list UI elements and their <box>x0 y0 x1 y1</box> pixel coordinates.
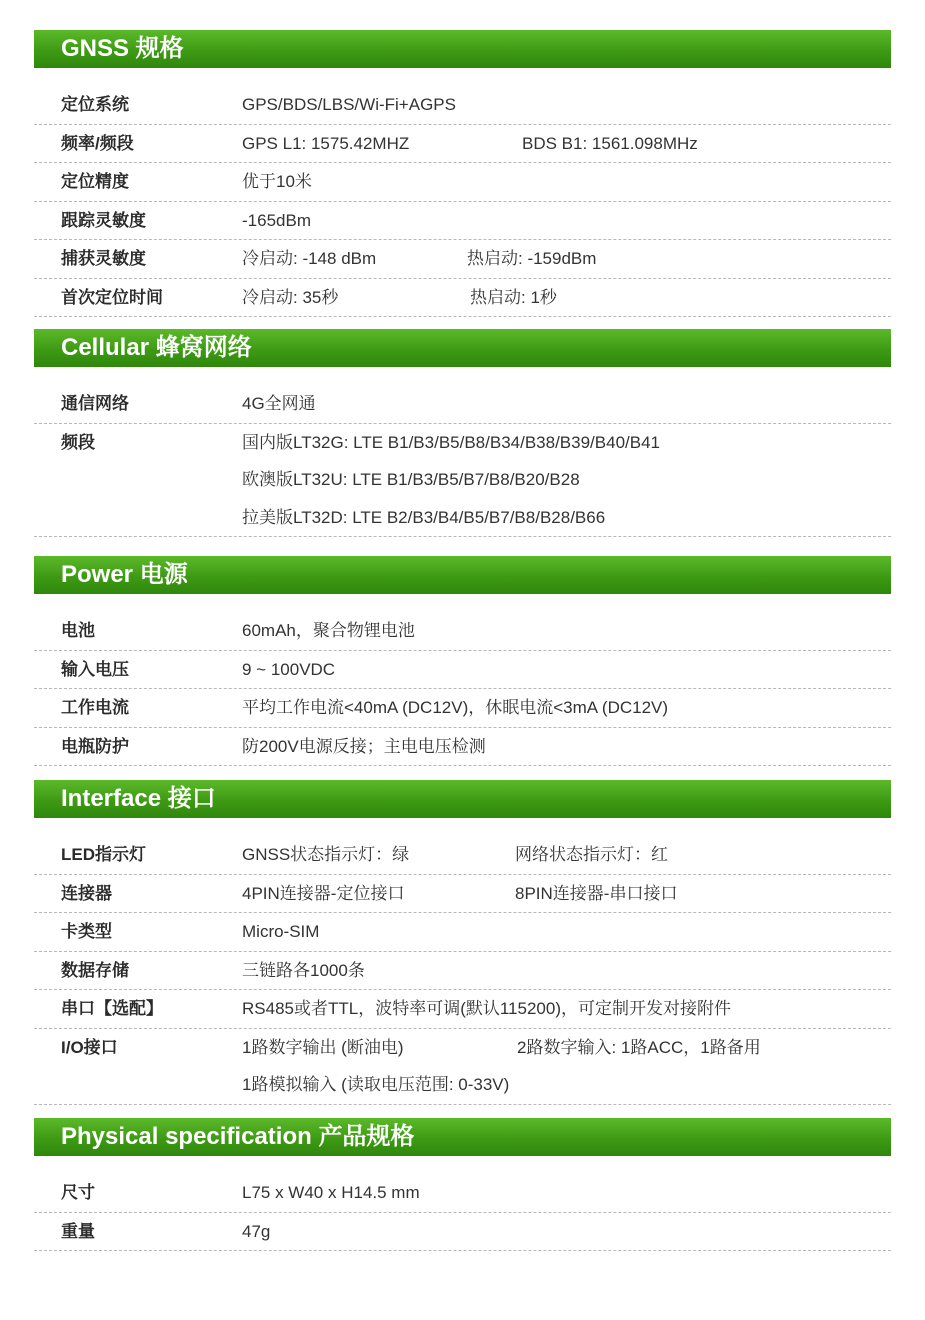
spec-row <box>34 990 891 1029</box>
spec-row <box>34 385 891 424</box>
spec-label: 频段 <box>61 432 95 452</box>
spec-section <box>34 1118 891 1251</box>
spec-rows <box>34 86 891 317</box>
spec-values <box>242 875 891 913</box>
spec-label: 电池 <box>61 621 95 640</box>
spec-label: 重量 <box>61 1221 95 1241</box>
spec-value: -165dBm <box>242 210 311 230</box>
spec-value: 1路数字输出 (断油电) <box>242 1037 404 1057</box>
spec-value-line <box>242 952 891 990</box>
spec-label: 尺寸 <box>61 1183 95 1202</box>
section-title: GNSS 规格 <box>34 30 891 68</box>
spec-value-line <box>242 202 891 240</box>
spec-value-line <box>242 125 891 163</box>
spec-values <box>242 836 891 874</box>
spec-values <box>242 279 891 317</box>
spec-section <box>34 556 891 766</box>
spec-value: L75 x W40 x H14.5 mm <box>242 1183 420 1202</box>
spec-values <box>242 1174 891 1212</box>
spec-label: 卡类型 <box>61 922 112 941</box>
spec-row <box>34 913 891 952</box>
spec-rows <box>34 836 891 1105</box>
spec-label: 定位精度 <box>61 172 129 191</box>
section-title: Cellular 蜂窝网络 <box>34 329 891 367</box>
spec-value-secondary: 8PIN连接器-串口接口 <box>515 883 678 903</box>
spec-label: 工作电流 <box>61 698 129 717</box>
spec-value: 欧澳版LT32U: LTE B1/B3/B5/B7/B8/B20/B28 <box>242 470 580 489</box>
spec-values <box>242 1213 891 1251</box>
spec-value: GPS/BDS/LBS/Wi-Fi+AGPS <box>242 95 456 114</box>
spec-row <box>34 86 891 125</box>
spec-value-line <box>242 424 891 462</box>
spec-values <box>242 913 891 951</box>
spec-values <box>242 1029 891 1104</box>
spec-row <box>34 163 891 202</box>
spec-label: LED指示灯 <box>61 845 146 864</box>
spec-value-line <box>242 990 891 1028</box>
spec-value: 冷启动: 35秒 <box>242 287 339 307</box>
spec-rows <box>34 385 891 537</box>
spec-value: 防200V电源反接；主电电压检测 <box>242 736 486 756</box>
spec-value: 4PIN连接器-定位接口 <box>242 883 405 903</box>
spec-values <box>242 385 891 423</box>
spec-label: 首次定位时间 <box>61 287 163 307</box>
spec-row <box>34 424 891 538</box>
section-title: Interface 接口 <box>34 780 891 818</box>
spec-label: 连接器 <box>61 883 112 903</box>
spec-row <box>34 202 891 241</box>
spec-row <box>34 952 891 991</box>
spec-value-line <box>242 279 891 317</box>
spec-value: 1路模拟输入 (读取电压范围: 0-33V) <box>242 1075 510 1094</box>
spec-value: 拉美版LT32D: LTE B2/B3/B4/B5/B7/B8/B28/B66 <box>242 507 606 527</box>
spec-row <box>34 1174 891 1213</box>
spec-label: 串口【选配】 <box>61 999 163 1018</box>
spec-value-line <box>242 728 891 766</box>
spec-value-secondary: BDS B1: 1561.098MHz <box>522 133 698 153</box>
spec-row <box>34 651 891 690</box>
spec-value: GPS L1: 1575.42MHZ <box>242 133 410 153</box>
spec-value-line <box>242 385 891 423</box>
spec-value-line <box>242 651 891 689</box>
spec-section <box>34 780 891 1105</box>
spec-row <box>34 125 891 164</box>
spec-value-secondary: 2路数字输入: 1路ACC，1路备用 <box>517 1037 761 1057</box>
spec-values <box>242 86 891 124</box>
spec-value: 平均工作电流<40mA (DC12V)，休眠电流<3mA (DC12V) <box>242 698 669 717</box>
spec-value-line <box>242 86 891 124</box>
spec-label: 跟踪灵敏度 <box>61 210 146 230</box>
spec-row <box>34 689 891 728</box>
spec-rows <box>34 1174 891 1251</box>
spec-value-line <box>242 913 891 951</box>
spec-value-line <box>242 612 891 650</box>
spec-values <box>242 202 891 240</box>
spec-label: 频率/频段 <box>61 133 134 153</box>
spec-value: 4G全网通 <box>242 394 316 413</box>
spec-value-line <box>242 836 891 874</box>
spec-value: 三链路各1000条 <box>242 960 365 980</box>
spec-row <box>34 279 891 318</box>
spec-value-line <box>242 875 891 913</box>
spec-values <box>242 651 891 689</box>
spec-values <box>242 689 891 727</box>
spec-values <box>242 125 891 163</box>
spec-value-line <box>242 240 891 278</box>
spec-value-secondary: 热启动: -159dBm <box>467 249 597 268</box>
spec-value: Micro-SIM <box>242 922 320 941</box>
spec-section <box>34 30 891 317</box>
spec-rows <box>34 612 891 766</box>
spec-row <box>34 240 891 279</box>
spec-value-line <box>242 1174 891 1212</box>
spec-values <box>242 612 891 650</box>
spec-row <box>34 1213 891 1252</box>
spec-values <box>242 990 891 1028</box>
spec-value-line <box>242 499 891 537</box>
spec-row <box>34 875 891 914</box>
spec-row <box>34 728 891 767</box>
spec-value: 优于10米 <box>242 172 312 191</box>
section-title: Physical specification 产品规格 <box>34 1118 891 1156</box>
spec-values <box>242 163 891 201</box>
spec-value: 47g <box>242 1221 271 1241</box>
spec-values <box>242 424 891 537</box>
spec-value-secondary: 热启动: 1秒 <box>470 287 557 307</box>
spec-value-line <box>242 689 891 727</box>
spec-value: RS485或者TTL，波特率可调(默认115200)，可定制开发对接附件 <box>242 999 731 1018</box>
spec-values <box>242 728 891 766</box>
spec-values <box>242 952 891 990</box>
spec-value-line <box>242 163 891 201</box>
spec-section <box>34 329 891 537</box>
spec-value: 60mAh，聚合物锂电池 <box>242 621 415 640</box>
spec-value-line <box>242 461 891 499</box>
spec-label: 数据存储 <box>61 960 129 980</box>
spec-value: 国内版LT32G: LTE B1/B3/B5/B8/B34/B38/B39/B40/B41 <box>242 432 660 452</box>
spec-value-line <box>242 1029 891 1067</box>
spec-value: 冷启动: -148 dBm <box>242 249 377 268</box>
spec-value-line <box>242 1066 891 1104</box>
spec-row <box>34 836 891 875</box>
spec-values <box>242 240 891 278</box>
spec-label: I/O接口 <box>61 1037 118 1057</box>
spec-label: 电瓶防护 <box>61 736 129 756</box>
spec-row <box>34 612 891 651</box>
spec-row <box>34 1029 891 1105</box>
spec-value-line <box>242 1213 891 1251</box>
spec-label: 通信网络 <box>61 394 129 413</box>
spec-label: 定位系统 <box>61 95 129 114</box>
spec-value: GNSS状态指示灯：绿 <box>242 845 410 864</box>
spec-label: 捕获灵敏度 <box>61 249 146 268</box>
spec-value: 9 ~ 100VDC <box>242 659 336 679</box>
spec-label: 输入电压 <box>61 659 129 679</box>
section-title: Power 电源 <box>34 556 891 594</box>
spec-value-secondary: 网络状态指示灯：红 <box>515 845 668 864</box>
